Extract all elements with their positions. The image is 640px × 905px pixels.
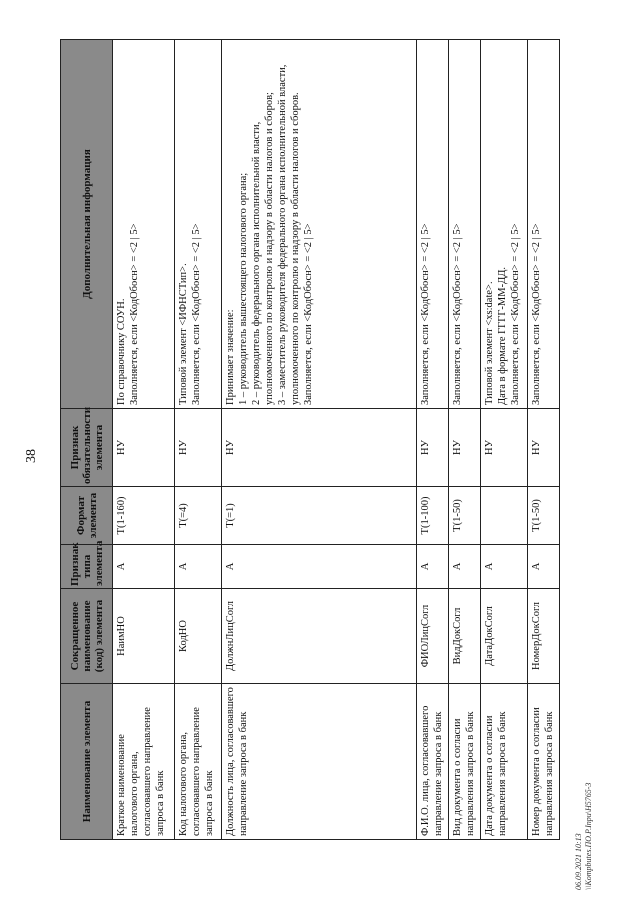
header-element-name: Наименование элемента (61, 684, 113, 840)
cell-additional-info (448, 40, 480, 409)
cell-element-name: Ф.И.О. лица, согласовавшего направление запроса в банк (417, 684, 449, 840)
cell-additional-info (221, 40, 416, 409)
cell-element-format: T(1-50) (448, 487, 480, 545)
cell-additional-info (480, 40, 527, 409)
table-row (528, 40, 560, 840)
cell-additional-info (174, 40, 221, 409)
table-row (480, 40, 527, 840)
cell-element-format: T(1-160) (113, 487, 175, 545)
cell-element-format: T(=1) (221, 487, 416, 545)
cell-element-type: А (221, 545, 416, 589)
cell-element-name: Код налогового органа, согласовавшего направление запроса в банк (174, 684, 221, 840)
cell-additional-info (113, 40, 175, 409)
cell-element-name: Краткое наименование налогового органа, согласовавшего направление запроса в банк (113, 684, 175, 840)
info-line: Типовой элемент <xs:date>. (483, 281, 495, 405)
cell-element-type: А (417, 545, 449, 589)
cell-element-code: НаимНО (113, 589, 175, 684)
table-row (113, 40, 175, 840)
cell-element-required: НУ (174, 409, 221, 487)
info-line: 2 – руководитель федерального органа исполнительной власти, уполномоченного по контролю и надзору в области налогов и сборов; (250, 92, 275, 405)
table-row (174, 40, 221, 840)
cell-element-name: Должность лица, согласовавшего направление запроса в банк (221, 684, 416, 840)
rotated-table-area (60, 40, 560, 840)
table-row (417, 40, 449, 840)
cell-additional-info (528, 40, 560, 409)
page-number: 38 (24, 449, 39, 463)
cell-element-code: КодНО (174, 589, 221, 684)
table-header-row (61, 40, 113, 840)
cell-element-required: НУ (113, 409, 175, 487)
info-line: Дата в формате ГГГГ-ММ-ДД. (496, 266, 508, 405)
print-timestamp: 06.09.2021 10:13 (574, 833, 583, 890)
info-line: Заполняется, если <КодОбосн> = <2 | 5> (509, 223, 521, 405)
info-line: Заполняется, если <КодОбосн> = <2 | 5> (531, 223, 543, 405)
cell-element-type: А (448, 545, 480, 589)
cell-additional-info (417, 40, 449, 409)
cell-element-code: ДатаДокСогл (480, 589, 527, 684)
print-path: \\Kompbutes.ПО.Р.Inpu\H5765-3 (584, 782, 593, 890)
print-footer (574, 783, 594, 890)
cell-element-required: НУ (221, 409, 416, 487)
header-element-format: Формат элемента (61, 487, 113, 545)
cell-element-format (480, 487, 527, 545)
info-line: Заполняется, если <КодОбосн> = <2 | 5> (190, 223, 202, 405)
info-line: 1 – руководитель вышестоящего налогового органа; (237, 172, 249, 405)
cell-element-code: ВидДокСогл (448, 589, 480, 684)
cell-element-code: ДолжнЛицСогл (221, 589, 416, 684)
cell-element-name: Номер документа о согласии направления запроса в банк (528, 684, 560, 840)
header-element-type: Признак типа элемента (61, 545, 113, 589)
cell-element-type: А (113, 545, 175, 589)
table-row (221, 40, 416, 840)
info-line: Заполняется, если <КодОбосн> = <2 | 5> (129, 223, 140, 405)
header-element-required: Признак обязательности элемента (61, 409, 113, 487)
cell-element-name: Дата документа о согласии направления запроса в банк (480, 684, 527, 840)
elements-table (60, 39, 560, 840)
cell-element-required: НУ (448, 409, 480, 487)
cell-element-code: ФИОЛицСогл (417, 589, 449, 684)
header-element-code: Сокращенное наименование (код) элемента (61, 589, 113, 684)
cell-element-name: Вид документа о согласии направления запроса в банк (448, 684, 480, 840)
table-row (448, 40, 480, 840)
info-line: Заполняется, если <КодОбосн> = <2 | 5> (451, 223, 463, 405)
cell-element-required: НУ (480, 409, 527, 487)
cell-element-type: А (528, 545, 560, 589)
info-line: Типовой элемент <ИФНСТип>. (177, 263, 189, 405)
header-additional-info: Дополнительная информация (61, 40, 113, 409)
info-line: По справочнику СОУН. (116, 298, 127, 405)
info-line: Заполняется, если <КодОбосн> = <2 | 5> (420, 223, 432, 405)
cell-element-required: НУ (528, 409, 560, 487)
info-line: 3 – заместитель руководителя федерального органа исполнительной власти, уполномоченного по контролю и надзору в области налогов и сборов. (276, 64, 301, 405)
cell-element-type: А (480, 545, 527, 589)
info-line: Заполняется, если <КодОбосн> = <2 | 5> (302, 223, 314, 405)
info-line: Принимает значение: (224, 309, 236, 405)
cell-element-required: НУ (417, 409, 449, 487)
cell-element-code: НомерДокСогл (528, 589, 560, 684)
cell-element-format: T(1-100) (417, 487, 449, 545)
cell-element-format: T(=4) (174, 487, 221, 545)
cell-element-type: А (174, 545, 221, 589)
cell-element-format: T(1-50) (528, 487, 560, 545)
